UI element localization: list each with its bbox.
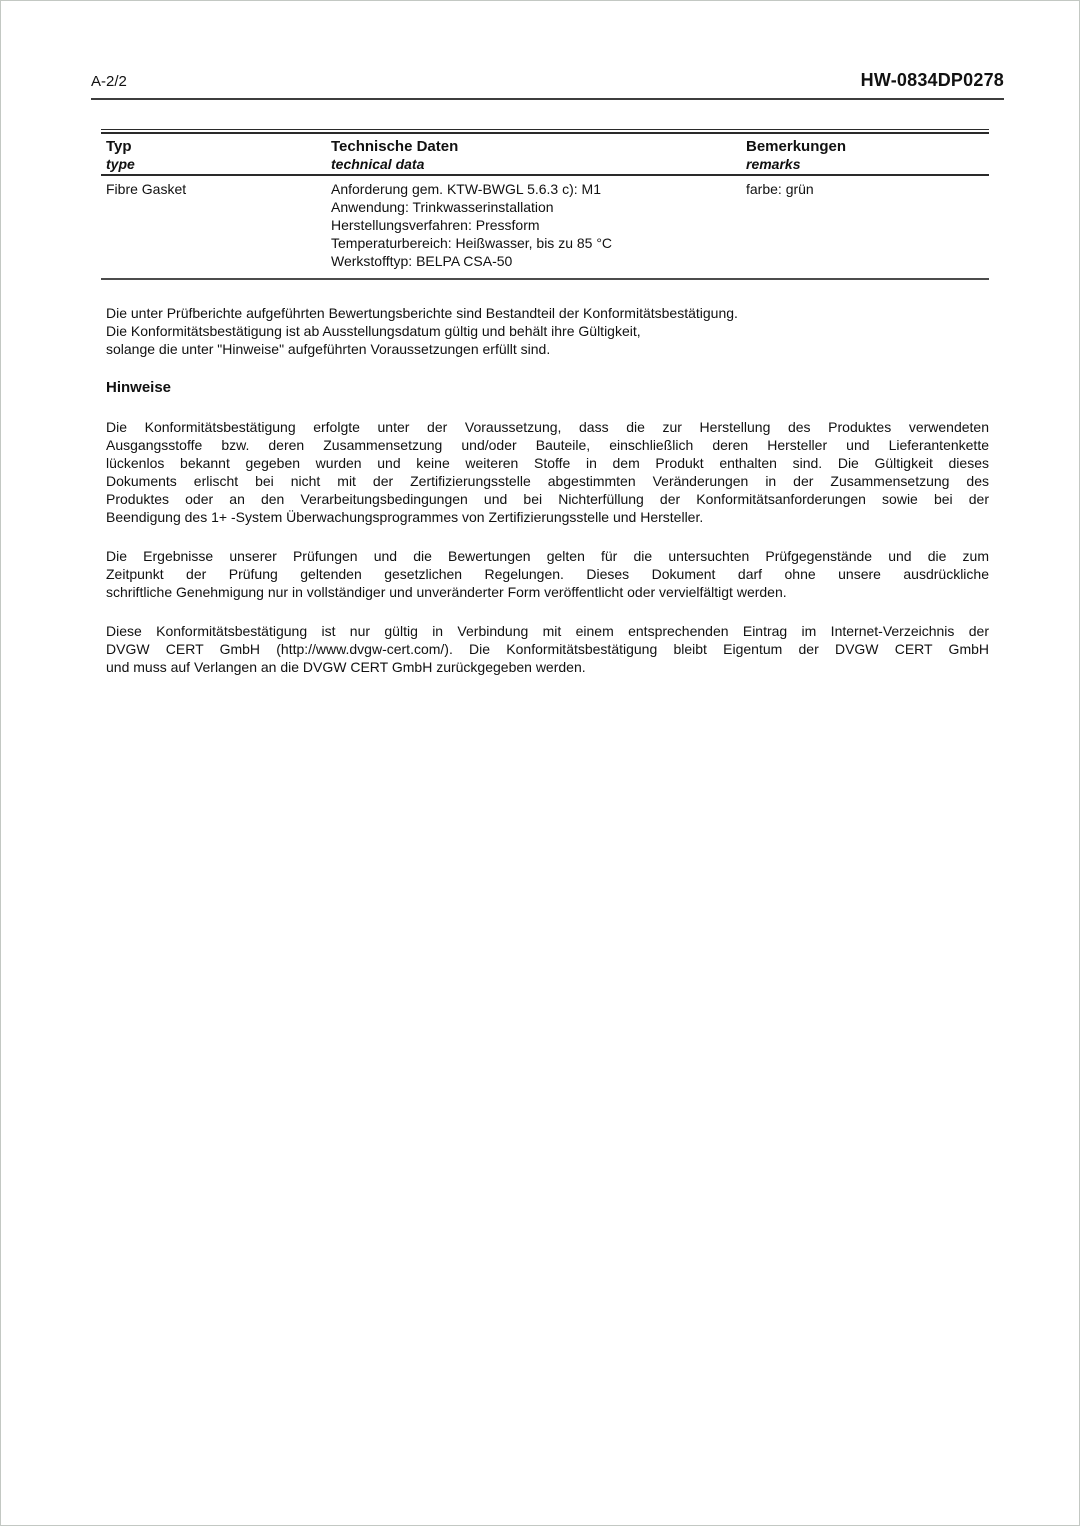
document-number: HW-0834DP0278: [860, 70, 1004, 90]
page-label: A-2/2: [91, 73, 127, 90]
text-line: Die unter Prüfberichte aufgeführten Bewertungsberichte sind Bestandteil der Konformitätsbestätigung.: [106, 305, 738, 321]
table-bottom-rule: [101, 278, 989, 280]
text-line: und muss auf Verlangen an die DVGW CERT GmbH zurückgegeben werden.: [106, 659, 586, 675]
text-line: solange die unter "Hinweise" aufgeführten Voraussetzungen erfüllt sind.: [106, 341, 551, 357]
header-technische-daten-en: technical data: [331, 156, 425, 172]
bemerkungen-value: farbe: grün: [746, 181, 814, 197]
text-line: Die Ergebnisse unserer Prüfungen und die Bewertungen gelten für die untersuchten Prüfgegenstände und die zum: [106, 548, 989, 564]
header-bemerkungen-en: remarks: [746, 156, 801, 172]
text-line: DVGW CERT GmbH (http://www.dvgw-cert.com/). Die Konformitätsbestätigung bleibt Eigentum der DVGW CERT GmbH: [106, 641, 989, 657]
tech-line: Anwendung: Trinkwasserinstallation: [331, 199, 554, 215]
cell-bemerkungen: [746, 180, 991, 270]
tech-line: Herstellungsverfahren: Pressform: [331, 217, 540, 233]
table-header-technische-daten: [331, 137, 746, 173]
hinweise-heading: Hinweise: [106, 379, 172, 396]
text-line: Ausgangsstoffe bzw. deren Zusammensetzung und/oder Bauteile, einschließlich deren Hersteller und Lieferantenkette: [106, 437, 989, 453]
paragraph: [106, 418, 989, 526]
cell-technische-daten: [331, 180, 746, 270]
table-header-typ: [106, 137, 331, 173]
text-line: Die Konformitätsbestätigung ist ab Ausstellungsdatum gültig und behält ihre Gültigkeit,: [106, 323, 641, 339]
text-line: Diese Konformitätsbestätigung ist nur gültig in Verbindung mit einem entsprechenden Eintrag im Internet-Verzeichnis der: [106, 623, 989, 639]
tech-line: Anforderung gem. KTW-BWGL 5.6.3 c): M1: [331, 181, 601, 197]
document-content: [1, 70, 1079, 676]
text-line: Produktes oder an den Verarbeitungsbedingungen und bei Nichterfüllung der Konformitätsanforderungen sowie bei der: [106, 491, 989, 507]
cell-typ: [106, 180, 331, 270]
text-line: Dokuments erlischt bei nicht mit der Zertifizierungsstelle abgestimmten Veränderungen in der Zusammensetzung des: [106, 473, 989, 489]
header-rule: [91, 98, 1004, 100]
paragraph: [106, 622, 989, 676]
table-row: [101, 176, 989, 278]
table-header-row: [101, 134, 989, 174]
text-line: lückenlos bekannt gegeben wurden und keine weiteren Stoffe in dem Produkt enthalten sind. Die Gültigkeit dieses: [106, 455, 989, 471]
header-technische-daten-de: Technische Daten: [331, 138, 459, 155]
text-line: Beendigung des 1+ -System Überwachungsprogrammes von Zertifizierungsstelle und Hersteller.: [106, 509, 704, 525]
typ-value: Fibre Gasket: [106, 181, 187, 197]
text-line: schriftliche Genehmigung nur in vollständiger und unveränderter Form veröffentlicht oder vervielfältigt werden.: [106, 584, 787, 600]
header-typ-en: type: [106, 156, 135, 172]
tech-line: Werkstofftyp: BELPA CSA-50: [331, 253, 513, 269]
tech-line: Temperaturbereich: Heißwasser, bis zu 85 °C: [331, 235, 613, 251]
header-typ-de: Typ: [106, 138, 132, 155]
spec-table: [101, 129, 989, 280]
text-line: Die Konformitätsbestätigung erfolgte unter der Voraussetzung, dass die zur Herstellung des Produktes verwendeten: [106, 419, 989, 435]
paragraph: [106, 547, 989, 601]
table-header-bemerkungen: [746, 137, 991, 173]
text-line: Zeitpunkt der Prüfung geltenden gesetzlichen Regelungen. Dieses Dokument darf ohne unsere ausdrückliche: [106, 566, 989, 582]
header-bemerkungen-de: Bemerkungen: [746, 138, 847, 155]
intro-paragraph: [106, 304, 989, 358]
document-header: [91, 70, 1004, 92]
